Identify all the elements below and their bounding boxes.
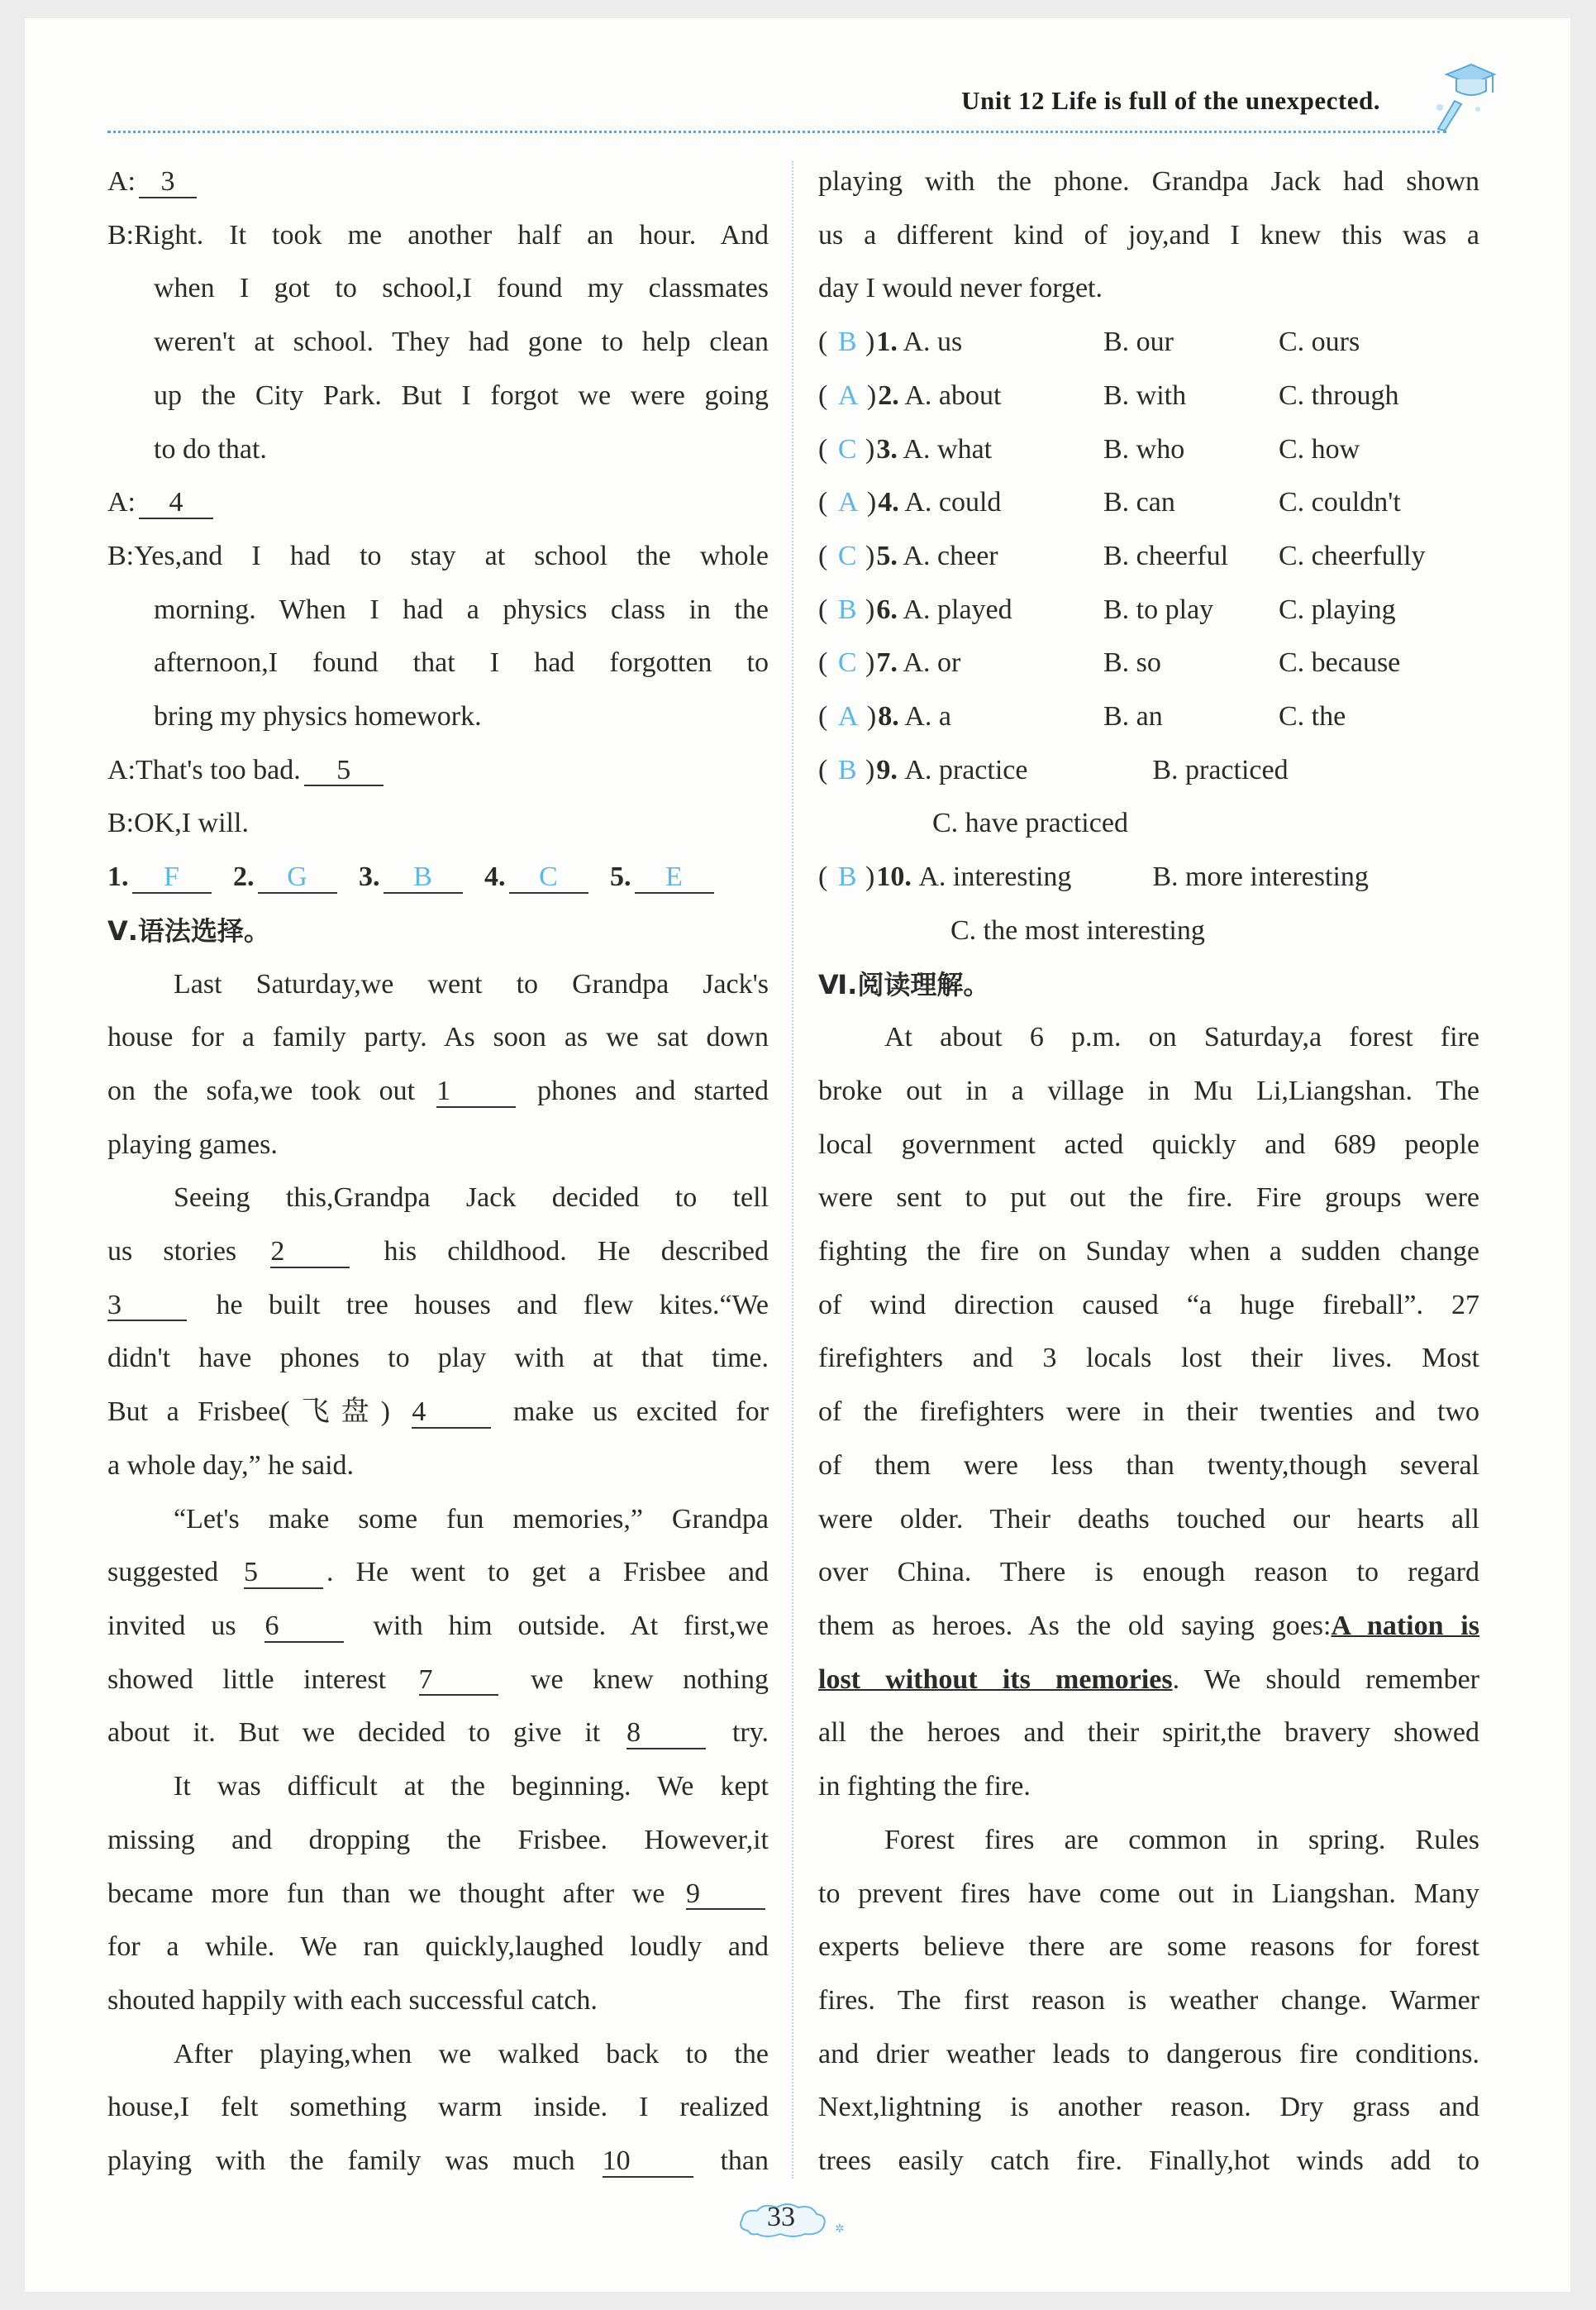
passage-line: day I would never forget. <box>818 273 1103 304</box>
passage-line: on the sofa,we took out 1 phones and started <box>107 1075 769 1106</box>
passage-blank-5[interactable]: 5 <box>244 1558 323 1589</box>
dialogue-b-line: up the City Park. But I forgot we were going <box>154 379 769 411</box>
left-column <box>107 155 769 2188</box>
question-answer[interactable]: A <box>837 379 859 411</box>
unit-title: Unit 12 Life is full of the unexpected. <box>961 86 1380 115</box>
question-row: ( B )6. A. played B. to play C. playing <box>818 584 1479 637</box>
dialogue-b4: B:OK,I will. <box>107 808 249 839</box>
dialogue-b-line: B:Right. It took me another half an hour. And <box>107 219 769 251</box>
passage-line: It was difficult at the beginning. We kept <box>174 1771 769 1802</box>
underlined-phrase: lost without its memories <box>818 1663 1173 1695</box>
passage-blank-6[interactable]: 6 <box>264 1611 344 1643</box>
passage-line: became more fun than we thought after we 9 <box>107 1868 769 1921</box>
reading-line: local government acted quickly and 689 people <box>818 1129 1479 1160</box>
option-c: C. couldn't <box>1279 487 1401 518</box>
passage-blank-1[interactable]: 1 <box>436 1076 516 1108</box>
answer-blank-2[interactable]: G <box>258 862 337 894</box>
question-row: ( A )8. A. a B. an C. the <box>818 690 1479 744</box>
answer-blank-1[interactable]: F <box>132 862 212 894</box>
reading-line: fires. The first reason is weather change. Warmer <box>818 1984 1479 2016</box>
option-c: C. how <box>1279 433 1360 465</box>
passage-line: showed little interest 7 we knew nothing <box>107 1663 769 1695</box>
header-dotted-line <box>107 131 1446 133</box>
question-9-answer[interactable]: B <box>837 754 857 785</box>
reading-line: of wind direction caused “a huge fireball”. 27 <box>818 1289 1479 1320</box>
passage-line: “Let's make some fun memories,” Grandpa <box>174 1503 769 1534</box>
question-answer[interactable]: B <box>837 594 857 625</box>
answer-blank-4[interactable]: C <box>509 862 588 894</box>
passage-blank-2[interactable]: 2 <box>270 1237 350 1268</box>
passage-blank-9[interactable]: 9 <box>686 1879 765 1911</box>
dialogue-blank-3[interactable]: 3 <box>139 167 197 198</box>
passage-line: us stories 2 his childhood. He described <box>107 1236 769 1267</box>
passage-line: invited us 6 with him outside. At first,we <box>107 1610 769 1641</box>
question-row: ( C )5. A. cheer B. cheerful C. cheerfully <box>818 530 1479 584</box>
dialogue-b-line: bring my physics homework. <box>154 701 482 733</box>
section-5-heading: Ⅴ.语法选择。 <box>107 914 270 947</box>
question-answer[interactable]: A <box>837 487 859 518</box>
passage-line: a whole day,” he said. <box>107 1449 355 1481</box>
dialogue-blank-4[interactable]: 4 <box>139 488 213 519</box>
passage-line: shouted happily with each successful catch. <box>107 1984 598 2016</box>
option-b: B. who <box>1103 433 1185 465</box>
passage-line: Last Saturday,we went to Grandpa Jack's <box>174 968 769 1000</box>
passage-blank-7[interactable]: 7 <box>419 1665 498 1697</box>
column-divider <box>792 161 793 2179</box>
question-row: ( C )7. A. or B. so C. because <box>818 637 1479 690</box>
reading-line: them as heroes. As the old saying goes:A nation is <box>818 1610 1479 1641</box>
passage-line: suggested 5 . He went to get a Frisbee and <box>107 1557 769 1588</box>
option-b: B. can <box>1103 487 1175 518</box>
dialogue-blank-5[interactable]: 5 <box>304 756 384 787</box>
reading-line: experts believe there are some reasons for forest <box>818 1931 1479 1963</box>
option-c: C. playing <box>1279 594 1396 625</box>
passage-line: house for a family party. As soon as we sat down <box>107 1022 769 1053</box>
option-c: C. through <box>1279 379 1399 411</box>
reading-line: were sent to put out the fire. Fire groups were <box>818 1182 1479 1214</box>
right-column <box>818 155 1479 2188</box>
passage-line: didn't have phones to play with at that time. <box>107 1343 769 1374</box>
passage-line: for a while. We ran quickly,laughed loudly and <box>107 1931 769 1963</box>
option-b: B. cheerful <box>1103 540 1229 571</box>
underlined-phrase: A nation is <box>1331 1610 1479 1641</box>
question-answer[interactable]: B <box>837 327 857 358</box>
option-b: B. so <box>1103 647 1161 679</box>
passage-line: After playing,when we walked back to the <box>174 2038 769 2069</box>
reading-line: and drier weather leads to dangerous fire conditions. <box>818 2038 1479 2069</box>
passage-blank-3[interactable]: 3 <box>107 1291 187 1322</box>
passage-line: us a different kind of joy,and I knew this was a <box>818 219 1479 251</box>
question-10: ( B )10. A. interesting B. more interesting <box>818 861 1369 893</box>
question-row: ( A )4. A. could B. can C. couldn't <box>818 476 1479 530</box>
reading-line: lost without its memories. We should remember <box>818 1663 1479 1695</box>
question-10-answer[interactable]: B <box>837 861 857 893</box>
reading-line: were older. Their deaths touched our hearts all <box>818 1503 1479 1534</box>
option-c: C. because <box>1279 647 1401 679</box>
question-9-option-c: C. have practiced <box>932 808 1128 839</box>
question-answer[interactable]: A <box>837 701 859 733</box>
reading-line: firefighters and 3 locals lost their lives. Most <box>818 1343 1479 1374</box>
passage-line: But a Frisbee(飞盘) 4 make us excited for <box>107 1396 769 1428</box>
passage-line: about it. But we decided to give it 8 try. <box>107 1717 769 1749</box>
reading-line: trees easily catch fire. Finally,hot winds add to <box>818 2145 1479 2177</box>
dialogue-b-line: morning. When I had a physics class in the <box>154 594 769 625</box>
option-c: C. the <box>1279 701 1346 733</box>
reading-line: Next,lightning is another reason. Dry grass and <box>818 2092 1479 2123</box>
dialogue-answer-row: 1. F 2. G 3. B 4. C 5. E <box>107 851 769 904</box>
dialogue-a4: A: 4 <box>107 476 769 530</box>
passage-line: missing and dropping the Frisbee. However,it <box>107 1824 769 1855</box>
option-b: B. our <box>1103 327 1174 358</box>
reading-line: of them were less than twenty,though several <box>818 1449 1479 1481</box>
option-b: B. an <box>1103 701 1163 733</box>
svg-text:✲: ✲ <box>835 2222 845 2236</box>
dialogue-b-line: B:Yes,and I had to stay at school the whole <box>107 540 769 571</box>
reading-line: broke out in a village in Mu Li,Liangshan. The <box>818 1075 1479 1106</box>
reading-line: all the heroes and their spirit,the bravery showed <box>818 1717 1479 1749</box>
option-c: C. ours <box>1279 327 1360 358</box>
passage-line: house,I felt something warm inside. I realized <box>107 2092 769 2123</box>
option-b: B. with <box>1103 379 1187 411</box>
question-10-option-c: C. the most interesting <box>950 914 1205 946</box>
answer-blank-3[interactable]: B <box>384 862 463 894</box>
dialogue-a5: A:That's too bad. 5 <box>107 744 769 798</box>
question-answer[interactable]: C <box>837 647 857 679</box>
page-number: 33 <box>767 2202 795 2232</box>
page-header <box>107 83 1496 141</box>
reading-line: to prevent fires have come out in Liangshan. Many <box>818 1878 1479 1909</box>
passage-line: playing with the phone. Grandpa Jack had shown <box>818 166 1479 197</box>
passage-blank-10[interactable]: 10 <box>603 2146 693 2178</box>
question-answer[interactable]: C <box>837 433 857 465</box>
dialogue-b-line: to do that. <box>154 433 267 465</box>
question-list <box>818 316 1479 744</box>
passage-blank-4[interactable]: 4 <box>412 1397 491 1429</box>
dialogue-b-line: weren't at school. They had gone to help clean <box>154 327 769 358</box>
question-row: ( B )1. A. us B. our C. ours <box>818 316 1479 370</box>
question-row: ( C )3. A. what B. who C. how <box>818 423 1479 477</box>
section-6-heading: Ⅵ.阅读理解。 <box>818 968 990 1000</box>
passage-line: playing games. <box>107 1129 278 1160</box>
option-c: C. cheerfully <box>1279 540 1426 571</box>
reading-line: At about 6 p.m. on Saturday,a forest fire <box>884 1022 1479 1053</box>
dialogue-a3: A: 3 <box>107 155 769 209</box>
page-number-badge <box>736 2199 851 2241</box>
passage-blank-8[interactable]: 8 <box>626 1718 706 1749</box>
question-row: ( A )2. A. about B. with C. through <box>818 370 1479 423</box>
dialogue-b-line: when I got to school,I found my classmates <box>154 273 769 304</box>
reading-line: of the firefighters were in their twenties and two <box>818 1396 1479 1428</box>
passage-line: playing with the family was much 10 than <box>107 2145 769 2177</box>
answer-blank-5[interactable]: E <box>635 862 714 894</box>
reading-line: Forest fires are common in spring. Rules <box>884 1824 1479 1855</box>
reading-line: in fighting the fire. <box>818 1771 1031 1802</box>
reading-line: over China. There is enough reason to regard <box>818 1557 1479 1588</box>
graduation-cap-icon <box>1430 50 1496 132</box>
question-answer[interactable]: C <box>837 540 857 571</box>
passage-line: 3 he built tree houses and flew kites.“We <box>107 1289 769 1320</box>
passage-line: Seeing this,Grandpa Jack decided to tell <box>174 1182 769 1214</box>
reading-line: fighting the fire on Sunday when a sudden change <box>818 1236 1479 1267</box>
option-b: B. to play <box>1103 594 1214 625</box>
dialogue-b-line: afternoon,I found that I had forgotten to <box>154 647 769 679</box>
question-9: ( B )9. A. practice B. practiced <box>818 754 1289 785</box>
